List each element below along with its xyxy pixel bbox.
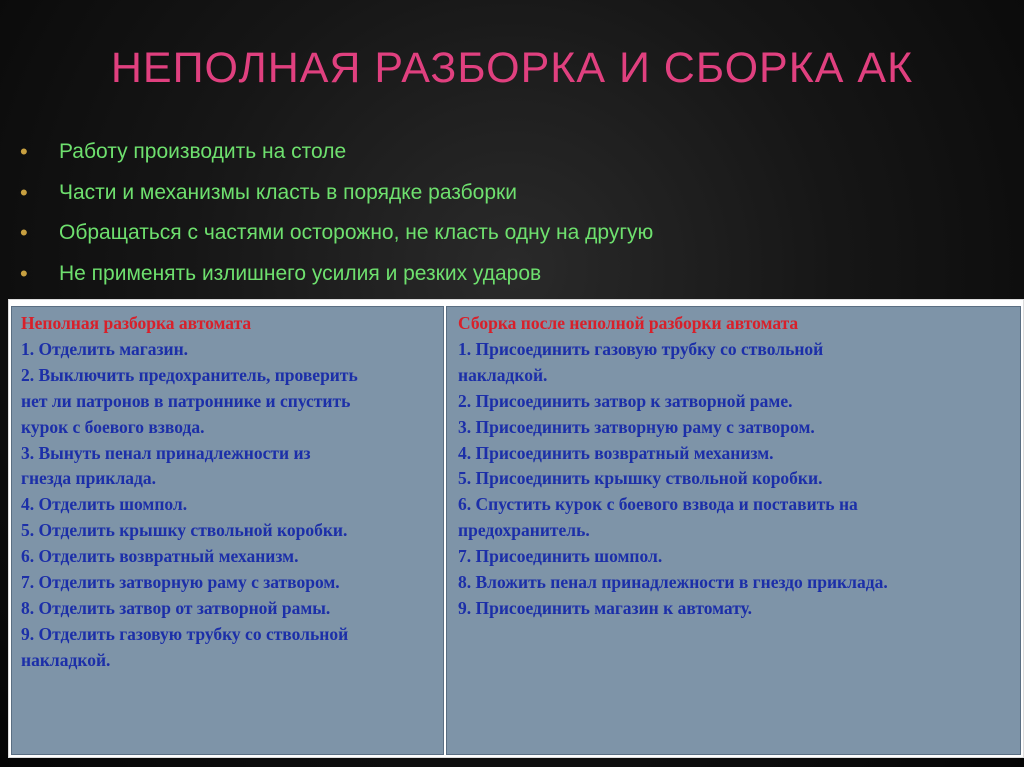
bullet-list — [20, 132, 653, 294]
slide-title: НЕПОЛНАЯ РАЗБОРКА И СБОРКА АК — [110, 44, 914, 92]
disassembly-line: курок с боевого взвода. — [21, 416, 205, 437]
disassembly-line: 3. Вынуть пенал принадлежности из — [21, 442, 311, 463]
disassembly-line: 1. Отделить магазин. — [21, 338, 189, 359]
assembly-line: 6. Спустить курок с боевого взвода и поставить на — [458, 494, 858, 515]
assembly-column — [446, 306, 1021, 755]
disassembly-line: гнезда приклада. — [21, 468, 157, 489]
disassembly-line: 6. Отделить возвратный механизм. — [21, 546, 299, 567]
assembly-line: 4. Присоединить возвратный механизм. — [458, 442, 774, 463]
bullet-item — [20, 132, 653, 173]
disassembly-line: 8. Отделить затвор от затворной рамы. — [21, 597, 331, 618]
bullet-dot-icon: • — [20, 139, 28, 164]
assembly-line: 1. Присоединить газовую трубку со ствольной — [458, 338, 824, 359]
disassembly-line: 2. Выключить предохранитель, проверить — [21, 364, 358, 385]
bullet-item — [20, 213, 653, 254]
disassembly-line: 7. Отделить затворную раму с затвором. — [21, 572, 340, 593]
assembly-heading: Сборка после неполной разборки автомата — [458, 313, 799, 333]
assembly-line: 7. Присоединить шомпол. — [458, 546, 663, 567]
procedure-table — [8, 299, 1024, 758]
bullet-dot-icon: • — [20, 179, 28, 205]
assembly-line: накладкой. — [458, 364, 548, 385]
bullet-text: Работу производить на столе — [59, 140, 347, 163]
bullet-text: Не применять излишнего усилия и резких ударов — [59, 261, 542, 285]
bullet-text: Обращаться с частями осторожно, не класть одну на другую — [59, 221, 654, 244]
disassembly-line: накладкой. — [21, 649, 111, 670]
bullet-item — [20, 173, 653, 214]
disassembly-column — [11, 306, 444, 755]
assembly-line: 9. Присоединить магазин к автомату. — [458, 597, 752, 618]
disassembly-line: нет ли патронов в патроннике и спустить — [21, 390, 351, 411]
assembly-line: 2. Присоединить затвор к затворной раме. — [458, 390, 793, 411]
bullet-item — [20, 254, 653, 295]
bullet-dot-icon: • — [20, 220, 28, 245]
disassembly-line: 4. Отделить шомпол. — [21, 494, 188, 515]
disassembly-line: 9. Отделить газовую трубку со ствольной — [21, 623, 349, 644]
bullet-text: Части и механизмы класть в порядке разборки — [59, 180, 517, 204]
assembly-line: 3. Присоединить затворную раму с затвором. — [458, 416, 815, 437]
assembly-line: 8. Вложить пенал принадлежности в гнездо приклада. — [458, 572, 888, 593]
disassembly-line: 5. Отделить крышку ствольной коробки. — [21, 520, 348, 541]
bullet-dot-icon: • — [20, 260, 28, 286]
disassembly-heading: Неполная разборка автомата — [21, 313, 252, 333]
assembly-line: предохранитель. — [458, 520, 590, 541]
assembly-line: 5. Присоединить крышку ствольной коробки. — [458, 468, 823, 489]
